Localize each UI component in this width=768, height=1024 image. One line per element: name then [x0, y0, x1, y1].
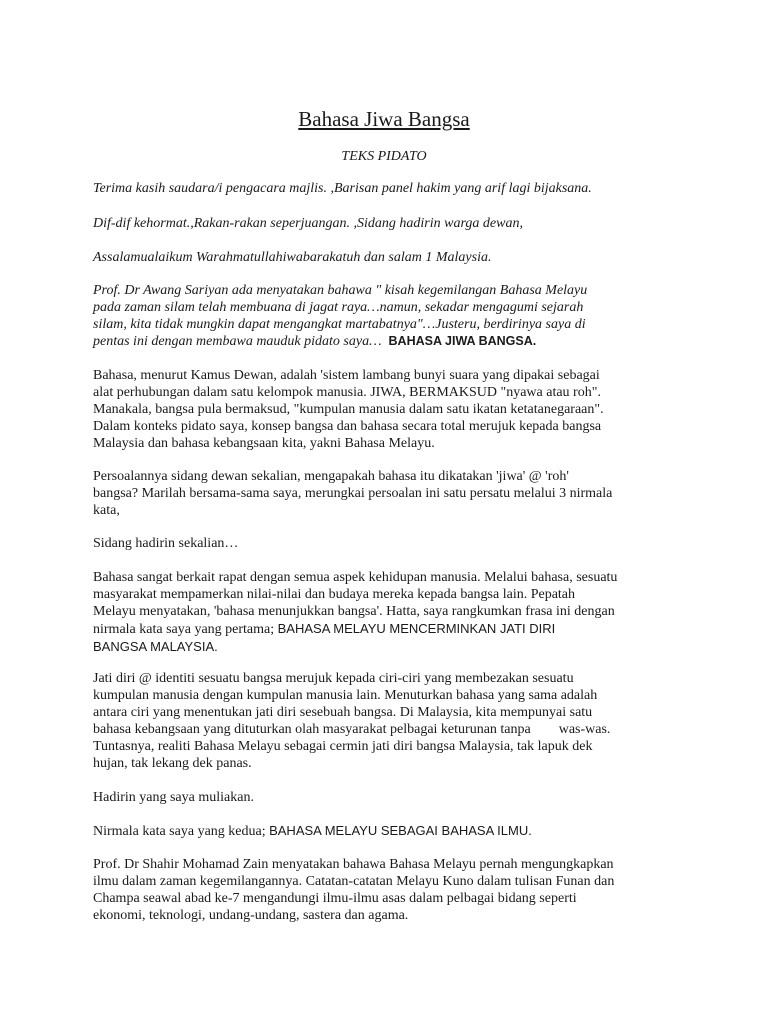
text-line: Dalam konteks pidato saya, konsep bangsa dan bahasa secara total merujuk kepada bangsa	[93, 419, 602, 434]
text-line: antara ciri yang menentukan jati diri sesebuah bangsa. Di Malaysia, kita mempunyai satu	[93, 705, 593, 720]
text-line-part: Nirmala kata saya yang kedua;	[93, 824, 266, 839]
text-line: ekonomi, teknologi, undang-undang, sastera dan agama.	[93, 908, 409, 923]
topic-title: BAHASA JIWA BANGSA.	[388, 334, 537, 348]
text-line: Bahasa sangat berkait rapat dengan semua aspek kehidupan manusia. Melalui bahasa, sesuatu	[93, 570, 618, 585]
paragraph-greeting-dif: Dif-dif kehormat.,Rakan-rakan seperjuangan. ,Sidang hadirin warga dewan,	[93, 216, 523, 231]
text-line: Jati diri @ identiti sesuatu bangsa merujuk kepada ciri-ciri yang membezakan sesuatu	[93, 671, 574, 686]
text-line: Prof. Dr Shahir Mohamad Zain menyatakan bahawa Bahasa Melayu pernah mengungkapkan	[93, 857, 614, 872]
text-line: masyarakat mempamerkan nilai-nilai dan budaya mereka kepada bangsa lain. Pepatah	[93, 587, 576, 602]
text-line: Champa seawal abad ke-7 mengandungi ilmu-ilmu asas dalam pelbagai bidang seperti	[93, 891, 577, 906]
text-line: Manakala, bangsa pula bermaksud, "kumpulan manusia dalam satu ikatan ketatanegaraan".	[93, 402, 604, 417]
paragraph-point-one	[93, 569, 683, 655]
text-line: Malaysia dan bahasa kebangsaan kita, yakni Bahasa Melayu.	[93, 436, 435, 451]
text-line: Bahasa, menurut Kamus Dewan, adalah 'sistem lambang bunyi suara yang dipakai sebagai	[93, 368, 600, 383]
point-two-heading: BAHASA MELAYU SEBAGAI BAHASA ILMU.	[269, 823, 532, 838]
paragraph-identity	[93, 670, 683, 772]
paragraph-definition	[93, 367, 683, 452]
text-line	[93, 333, 683, 350]
paragraph-intro	[93, 282, 683, 350]
text-line: kata,	[93, 503, 120, 518]
text-line: silam, kita tidak mungkin dapat mengangkat martabatnya"…Justeru, berdirinya saya di	[93, 317, 586, 332]
point-one-heading-cont: BANGSA MALAYSIA.	[93, 639, 218, 654]
paragraph-point-two	[93, 822, 683, 840]
text-line: Prof. Dr Awang Sariyan ada menyatakan bahawa " kisah kegemilangan Bahasa Melayu	[93, 283, 588, 298]
text-line: bangsa? Marilah bersama-sama saya, merungkai persoalan ini satu persatu melalui 3 nirmala	[93, 486, 613, 501]
text-line: pada zaman silam telah membuana di jagat raya…namun, sekadar mengagumi sejarah	[93, 300, 584, 315]
text-line: hujan, tak lekang dek panas.	[93, 756, 252, 771]
text-line: bahasa kebangsaan yang dituturkan olah masyarakat pelbagai keturunan tanpa was-was.	[93, 722, 611, 737]
paragraph-question	[93, 468, 683, 519]
document-title: Bahasa Jiwa Bangsa	[298, 107, 470, 131]
paragraph-address-2: Hadirin yang saya muliakan.	[93, 790, 254, 805]
text-line: Persoalannya sidang dewan sekalian, mengapakah bahasa itu dikatakan 'jiwa' @ 'roh'	[93, 469, 569, 484]
text-line-part: nirmala kata saya yang pertama;	[93, 622, 275, 637]
paragraph-salam: Assalamualaikum Warahmatullahiwabarakatuh dan salam 1 Malaysia.	[93, 250, 492, 265]
document-subtitle: TEKS PIDATO	[341, 149, 427, 164]
text-line	[93, 620, 683, 638]
text-line: kumpulan manusia dengan kumpulan manusia lain. Menuturkan bahasa yang sama adalah	[93, 688, 598, 703]
text-line: alat perhubungan dalam satu kelompok manusia. JIWA, BERMAKSUD "nyawa atau roh".	[93, 385, 601, 400]
text-line-part: pentas ini dengan membawa mauduk pidato saya…	[93, 334, 382, 349]
point-one-heading: BAHASA MELAYU MENCERMINKAN JATI DIRI	[277, 621, 556, 636]
paragraph-greeting-panel: Terima kasih saudara/i pengacara majlis. ,Barisan panel hakim yang arif lagi bijaksana.	[93, 181, 592, 196]
paragraph-address: Sidang hadirin sekalian…	[93, 536, 239, 551]
text-line: Tuntasnya, realiti Bahasa Melayu sebagai cermin jati diri bangsa Malaysia, tak lapuk dek	[93, 739, 593, 754]
text-line: Melayu menyatakan, 'bahasa menunjukkan bangsa'. Hatta, saya rangkumkan frasa ini dengan	[93, 604, 615, 619]
paragraph-knowledge	[93, 856, 683, 924]
text-line: ilmu dalam zaman kegemilangannya. Catatan-catatan Melayu Kuno dalam tulisan Funan dan	[93, 874, 615, 889]
